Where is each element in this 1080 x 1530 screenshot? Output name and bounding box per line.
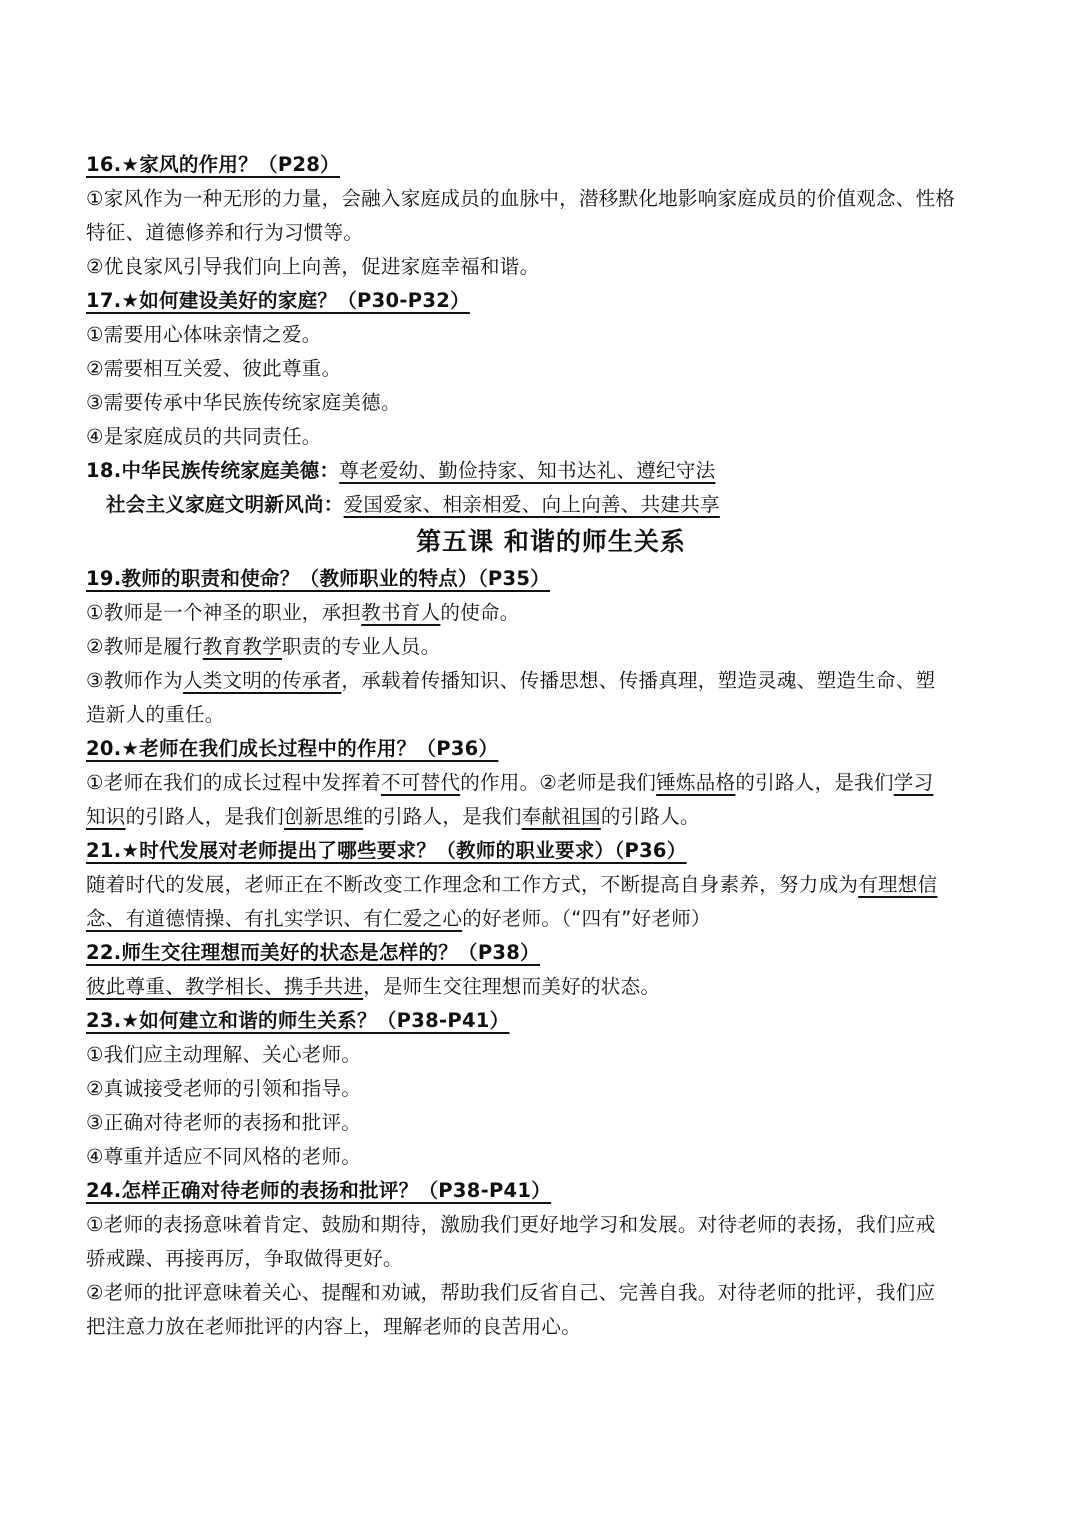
question-23-answer-3: ③正确对待老师的表扬和批评。 <box>86 1111 362 1134</box>
q20-u4: 创新思维 <box>284 805 364 828</box>
q19-a3-post: ，承载着传播知识、传播思想、传播真理，塑造灵魂、塑造生命、塑 <box>341 669 936 692</box>
q19-a1-pre: ①教师是一个神圣的职业，承担 <box>86 601 362 624</box>
question-24-answer-1-line-2: 骄戒躁、再接再厉，争取做得更好。 <box>86 1247 403 1270</box>
q20-u3a: 学习 <box>893 771 934 794</box>
question-21-answer-line-1 <box>86 868 1016 902</box>
q20-s2: 的作用。②老师是我们 <box>460 771 657 794</box>
q21-l2-post: 的好老师。（“四有”好老师） <box>462 907 711 930</box>
question-23-answer-4: ④尊重并适应不同风格的老师。 <box>86 1145 362 1168</box>
question-20-title: 20.★老师在我们成长过程中的作用？（P36） <box>86 737 499 760</box>
q19-a1-post: 的使命。 <box>440 601 520 624</box>
q19-a2-pre: ②教师是履行 <box>86 635 203 658</box>
q20-s3: 的引路人，是我们 <box>735 771 894 794</box>
q20-s6: 的引路人。 <box>600 805 700 828</box>
item-18-line-2 <box>86 488 1016 522</box>
q21-l2-key: 念、有道德情操、有扎实学识、有仁爱之心 <box>86 907 463 930</box>
question-24-title: 24.怎样正确对待老师的表扬和批评？（P38-P41） <box>86 1179 552 1202</box>
question-16-answer-1-line-1: ①家风作为一种无形的力量，会融入家庭成员的血脉中，潜移默化地影响家庭成员的价值观念、性格 <box>86 187 956 210</box>
question-17-answer-3: ③需要传承中华民族传统家庭美德。 <box>86 391 401 414</box>
q21-l1-pre: 随着时代的发展，老师正在不断改变工作理念和工作方式，不断提高自身素养，努力成为 <box>86 873 859 896</box>
question-19-title: 19.教师的职责和使命？（教师职业的特点）（P35） <box>86 567 551 590</box>
question-24-answer-2-line-2: 把注意力放在老师批评的内容上，理解老师的良苦用心。 <box>86 1315 582 1338</box>
question-23-answer-2: ②真诚接受老师的引领和指导。 <box>86 1077 362 1100</box>
q20-u1: 不可替代 <box>380 771 461 794</box>
q19-a3-pre: ③教师作为 <box>86 669 183 692</box>
question-19-answer-3-line-1 <box>86 664 1016 698</box>
question-21-title: 21.★时代发展对老师提出了哪些要求？（教师的职业要求）（P36） <box>86 839 687 862</box>
question-20-answer-line-2 <box>86 800 1016 834</box>
question-19-answer-3-line-2: 造新人的重任。 <box>86 703 225 726</box>
question-21-answer-line-2 <box>86 902 1016 936</box>
question-16-title: 16.★家风的作用？（P28） <box>86 153 340 176</box>
question-22-answer <box>86 970 1016 1004</box>
q20-u5: 奉献祖国 <box>521 805 601 828</box>
item-18-value-2: 爱国爱家、相亲相爱、向上向善、共建共享 <box>343 493 720 516</box>
question-24-answer-2-line-1: ②老师的批评意味着关心、提醒和劝诫，帮助我们反省自己、完善自我。对待老师的批评，我们应 <box>86 1281 936 1304</box>
q22-key: 彼此尊重、教学相长、携手共进 <box>86 975 364 998</box>
q20-s1: ①老师在我们的成长过程中发挥着 <box>86 771 381 794</box>
item-18-value-1: 尊老爱幼、勤俭持家、知书达礼、遵纪守法 <box>339 459 716 482</box>
question-23-title: 23.★如何建立和谐的师生关系？（P38-P41） <box>86 1009 510 1032</box>
question-17-answer-1: ①需要用心体味亲情之爱。 <box>86 323 322 346</box>
question-23-answer-1: ①我们应主动理解、关心老师。 <box>86 1043 362 1066</box>
q20-u2: 锤炼品格 <box>656 771 736 794</box>
item-18-label-2: 社会主义家庭文明新风尚： <box>106 493 344 516</box>
q20-u3b: 知识 <box>86 805 126 828</box>
question-19-answer-1 <box>86 596 1016 630</box>
q22-post: ，是师生交往理想而美好的状态。 <box>363 975 661 998</box>
question-22-title: 22.师生交往理想而美好的状态是怎样的？（P38） <box>86 941 540 964</box>
question-17-answer-2: ②需要相互关爱、彼此尊重。 <box>86 357 342 380</box>
question-17-answer-4: ④是家庭成员的共同责任。 <box>86 425 322 448</box>
q20-s5: 的引路人，是我们 <box>363 805 522 828</box>
question-19-answer-2 <box>86 630 1016 664</box>
q20-s4: 的引路人，是我们 <box>125 805 285 828</box>
lesson-5-heading: 第五课 和谐的师生关系 <box>416 527 686 556</box>
question-20-answer-line-1 <box>86 766 1016 800</box>
item-18-line-1 <box>86 454 1016 488</box>
question-24-answer-1-line-1: ①老师的表扬意味着肯定、鼓励和期待，激励我们更好地学习和发展。对待老师的表扬，我们应戒 <box>86 1213 936 1236</box>
q19-a3-key: 人类文明的传承者 <box>182 669 342 692</box>
question-16-answer-1-line-2: 特征、道德修养和行为习惯等。 <box>86 221 364 244</box>
q19-a2-post: 职责的专业人员。 <box>282 635 441 658</box>
question-17-title: 17.★如何建设美好的家庭？（P30-P32） <box>86 289 470 312</box>
q19-a2-key: 教育教学 <box>202 635 282 658</box>
study-notes-page <box>86 148 1016 1344</box>
q19-a1-key: 教书育人 <box>361 601 441 624</box>
item-18-label-1: 18.中华民族传统家庭美德： <box>86 459 340 482</box>
q21-l1-key: 有理想信 <box>858 873 938 896</box>
question-16-answer-2: ②优良家风引导我们向上向善，促进家庭幸福和谐。 <box>86 255 540 278</box>
